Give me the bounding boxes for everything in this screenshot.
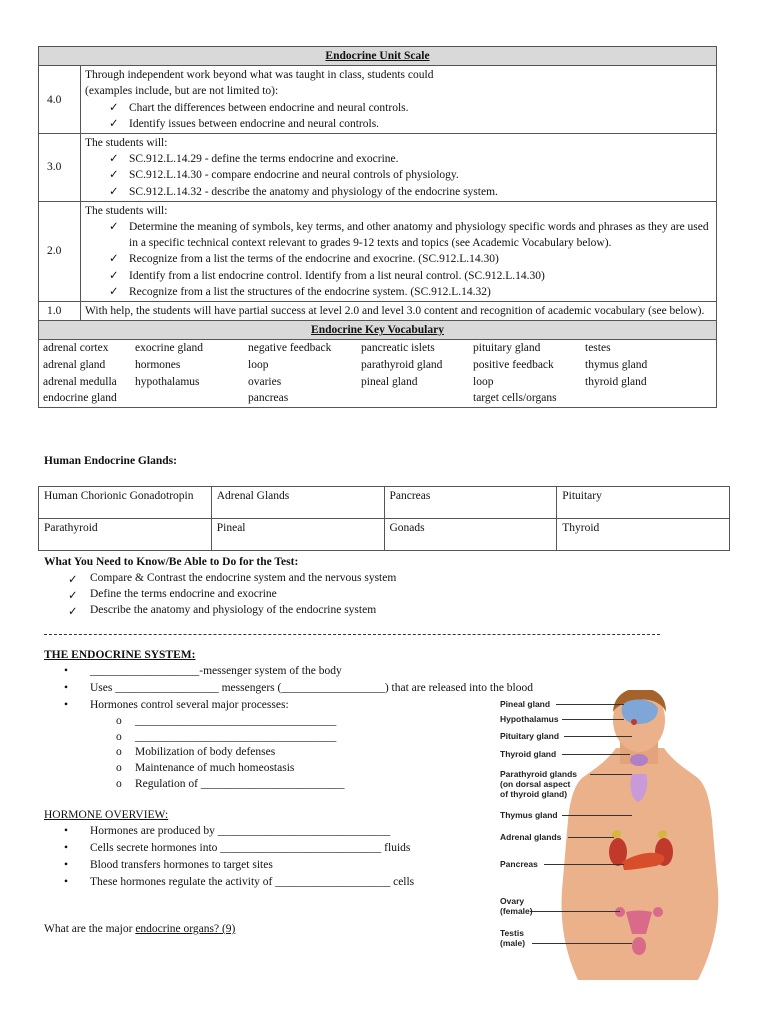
leader-line [564,736,632,737]
vocab-term: thyroid gland [585,375,647,388]
vocab-term: hormones [135,359,181,372]
bullet-icon: • [64,682,69,694]
overview-item: Cells secrete hormones into ____________________________ fluids [90,842,411,854]
endo-subitem: Regulation of _________________________ [135,778,345,790]
dashed-divider [44,634,660,635]
check-icon: ✓ [109,221,119,234]
endo-item: Uses __________________ messengers (__________________) that are released into the blood [90,682,533,694]
vocab-term: pineal gland [361,375,418,388]
endo-item: Hormones control several major processes: [90,699,289,711]
test-heading: What You Need to Know/Be Able to Do for the Test: [44,556,299,568]
glands-table [38,486,730,551]
intro-line: With help, the students will have partial success at level 2.0 and level 3.0 content and recognition of academic vocabulary (see below). [81,302,717,321]
testis-shape [632,937,646,955]
intro-line: (examples include, but are not limited to): [85,85,279,98]
scale-item: Determine the meaning of symbols, key terms, and other anatomy and physiology specific words and phrases as they are used in a specific technical context relevant to grades 9-12 texts and topics (see Academic Vocabulary below). [129,221,709,250]
leader-line [530,911,620,912]
label-parathyroid-note: of thyroid gland) [500,789,568,799]
ovary-dot [615,907,625,917]
gland-cell: Gonads [384,519,557,551]
bullet-icon: • [64,825,69,837]
check-icon: ✓ [109,101,119,114]
level-label: 4.0 [39,66,81,134]
bullet-icon: • [64,859,69,871]
label-testis: Testis [500,928,524,938]
level-label: 1.0 [39,302,81,321]
scale-row-2 [39,201,717,301]
test-item: Define the terms endocrine and exocrine [90,588,277,600]
gland-cell: Pancreas [384,487,557,519]
leader-line [562,754,630,755]
test-item: Describe the anatomy and physiology of the endocrine system [90,604,377,616]
leader-line [562,719,624,720]
vocab-term: target cells/organs [473,392,557,405]
vocab-term: ovaries [248,375,282,388]
vocab-term: adrenal medulla [43,375,117,388]
check-icon: ✓ [68,574,78,586]
circle-bullet-icon: o [116,731,122,743]
intro-line: Through independent work beyond what was taught in class, students could [85,69,434,82]
check-icon: ✓ [109,253,119,266]
leader-line [568,837,614,838]
check-icon: ✓ [109,169,119,182]
vocab-title: Endocrine Key Vocabulary [39,321,717,340]
endocrine-heading: THE ENDOCRINE SYSTEM: [44,649,196,661]
scale-row-4 [39,66,717,134]
overview-item: Hormones are produced by ______________________________ [90,825,391,837]
test-item: Compare & Contrast the endocrine system and the nervous system [90,572,397,584]
level-label: 3.0 [39,134,81,202]
overview-item: These hormones regulate the activity of ____________________ cells [90,876,415,888]
bullet-icon: • [64,699,69,711]
overview-item: Blood transfers hormones to target sites [90,859,273,871]
vocab-term: positive feedback [473,359,554,372]
question-text: What are the major [44,923,136,935]
scale-item: SC.912.L.14.32 - describe the anatomy and physiology of the endocrine system. [129,185,498,198]
level-label: 2.0 [39,201,81,301]
question-line [44,923,235,935]
intro-line: The students will: [85,137,168,150]
gland-cell: Parathyroid [39,519,212,551]
label-pancreas: Pancreas [500,859,538,869]
pituitary-dot [631,719,637,725]
label-thymus: Thymus gland [500,810,558,820]
vocab-term: negative feedback [248,342,332,355]
thyroid-shape [630,754,648,766]
scale-row-1 [39,302,717,321]
endo-subitem: ___________________________________ [135,715,337,727]
vocab-term: adrenal cortex [43,342,109,355]
endo-subitem: Maintenance of much homeostasis [135,762,295,774]
scale-item: Recognize from a list the terms of the endocrine and exocrine. (SC.912.L.14.30) [129,253,499,266]
label-pineal: Pineal gland [500,699,551,709]
vocab-term: hypothalamus [135,375,200,388]
scale-item: Chart the differences between endocrine and neural controls. [129,101,409,114]
gland-cell: Pineal [211,519,384,551]
label-parathyroid: Parathyroid glands [500,769,577,779]
label-hypothalamus: Hypothalamus [500,714,559,724]
vocab-term: thymus gland [585,359,648,372]
vocab-term: adrenal gland [43,359,106,372]
glands-heading: Human Endocrine Glands: [44,455,177,467]
vocab-term: pancreatic islets [361,342,435,355]
bullet-icon: • [64,876,69,888]
label-testis-note: (male) [500,938,526,948]
vocab-term: parathyroid gland [361,359,443,372]
scale-item: Identify from a list endocrine control. Identify from a list neural control. (SC.912.L.14.30) [129,269,545,282]
vocab-term: loop [248,359,269,372]
label-ovary-note: (female) [500,906,533,916]
vocab-term: endocrine gland [43,392,117,405]
bullet-icon: • [64,665,69,677]
vocab-term: pituitary gland [473,342,541,355]
overview-heading: HORMONE OVERVIEW: [44,809,169,821]
endo-subitem: Mobilization of body defenses [135,746,276,758]
vocab-term: exocrine gland [135,342,204,355]
circle-bullet-icon: o [116,778,122,790]
leader-line [544,864,624,865]
circle-bullet-icon: o [116,715,122,727]
scale-item: SC.912.L.14.29 - define the terms endocrine and exocrine. [129,153,399,166]
label-parathyroid-note: (on dorsal aspect [500,779,571,789]
leader-line [556,704,624,705]
bullet-icon: • [64,842,69,854]
circle-bullet-icon: o [116,746,122,758]
gland-cell: Thyroid [557,519,730,551]
leader-line [590,774,632,775]
scale-title: Endocrine Unit Scale [39,47,717,66]
leader-line [562,815,632,816]
endo-item: ___________________-messenger system of the body [90,665,342,677]
gland-cell: Adrenal Glands [211,487,384,519]
check-icon: ✓ [109,269,119,282]
circle-bullet-icon: o [116,762,122,774]
endo-subitem: ___________________________________ [135,731,337,743]
intro-line: The students will: [85,204,168,217]
endocrine-figure [498,690,730,980]
check-icon: ✓ [109,185,119,198]
check-icon: ✓ [68,606,78,618]
check-icon: ✓ [109,117,119,130]
label-ovary: Ovary [500,896,525,906]
label-adrenal: Adrenal glands [500,832,562,842]
check-icon: ✓ [68,590,78,602]
leader-line [532,943,632,944]
check-icon: ✓ [109,153,119,166]
scale-item: Recognize from a list the structures of the endocrine system. (SC.912.L.14.32) [129,285,491,298]
check-icon: ✓ [109,285,119,298]
label-pituitary: Pituitary gland [500,731,560,741]
label-thyroid: Thyroid gland [500,749,557,759]
vocab-term: testes [585,342,611,355]
gland-cell: Human Chorionic Gonadotropin [39,487,212,519]
scale-item: SC.912.L.14.30 - compare endocrine and neural controls of physiology. [129,169,459,182]
question-link: endocrine organs? (9) [135,923,236,935]
gland-cell: Pituitary [557,487,730,519]
vocab-term: loop [473,375,494,388]
unit-scale-table [38,46,717,408]
vocab-table [39,340,716,406]
vocab-term: pancreas [248,392,289,405]
scale-item: Identify issues between endocrine and neural controls. [129,117,380,130]
ovary-dot [653,907,663,917]
scale-row-3 [39,134,717,202]
